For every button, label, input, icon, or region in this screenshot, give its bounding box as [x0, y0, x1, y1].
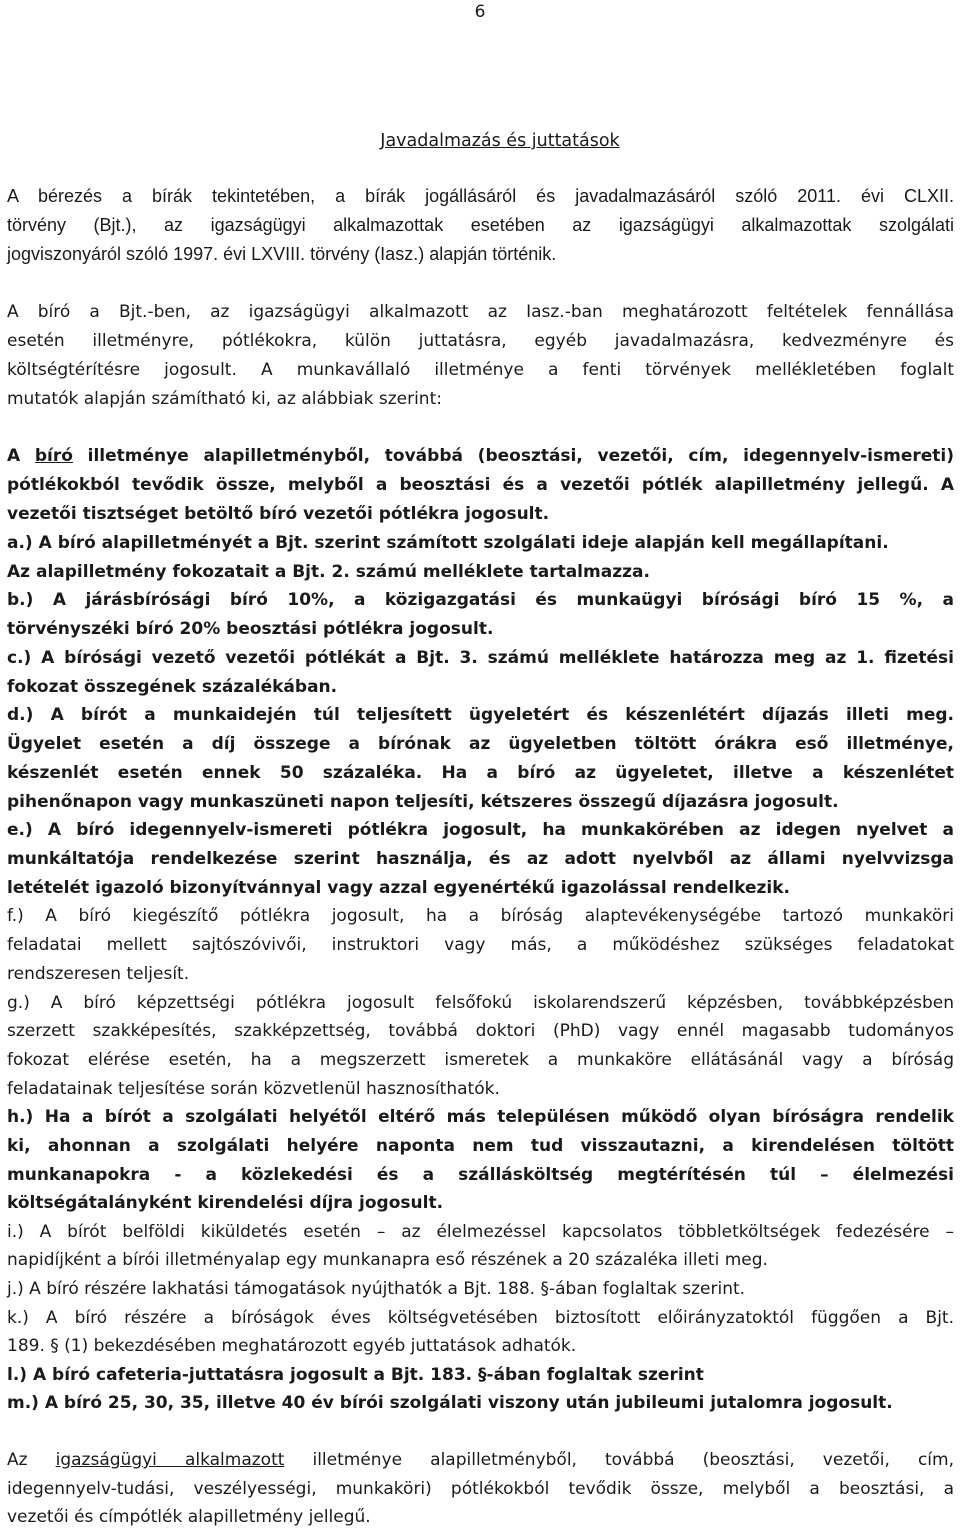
item-h-line: költségátalányként kirendelési díjra jogosult. [7, 1193, 444, 1213]
text-line: mutatók alapján számítható ki, az alábbiak szerint: [7, 389, 442, 409]
text-line: költségtérítésre jogosult. A munkavállaló illetménye a fenti törvények mellékletében foglalt [7, 360, 954, 380]
item-d-line: Ügyelet esetén a díj összege a bírónak az ügyeletben töltött órákra eső illetménye, [7, 734, 954, 754]
item-i-line: napidíjként a bírói illetményalap egy munkanapra eső részének a 20 százaléka illeti meg. [7, 1250, 768, 1270]
employee-term: igazságügyi alkalmazott [55, 1450, 285, 1470]
item-g-line: fokozat elérése esetén, ha a megszerzett ismeretek a munkaköre ellátásánál vagy a bíróság [7, 1050, 954, 1070]
item-f-line: f.) A bíró kiegészítő pótlékra jogosult, ha a bíróság alaptevékenységébe tartozó munkaköri [7, 906, 954, 926]
item-i-line: i.) A bírót belföldi kiküldetés esetén – az élelmezéssel kapcsolatos többletköltségek fedezésére – [7, 1222, 954, 1242]
item-h-line: h.) Ha a bírót a szolgálati helyétől eltérő más településen működő olyan bíróságra rendelik [7, 1107, 954, 1127]
text-span: illetménye alapilletményből, továbbá (beosztási, vezetői, cím, idegennyelv-ismereti) [72, 446, 955, 466]
item-g-line: szerzett szakképesítés, szakképzettség, továbbá doktori (PhD) vagy ennél magasabb tudományos [7, 1021, 954, 1041]
item-d-line: d.) A bírót a munkaidején túl teljesített ügyeletért és készenlétért díjazás illeti meg. [7, 705, 954, 725]
text-line: pótlékokból tevődik össze, melyből a beosztási és a vezetői pótlék alapilletmény jellegű. A [7, 475, 954, 495]
text-span: illetménye alapilletményből, továbbá (beosztási, vezetői, cím, [284, 1450, 954, 1470]
item-c-line: c.) A bírósági vezető vezetői pótlékát a Bjt. 3. számú melléklete határozza meg az 1. fizetési [7, 648, 954, 668]
text-line: A bérezés a bírák tekintetében, a bírák jogállásáról és javadalmazásáról szóló 2011. évi CLXII. [7, 186, 954, 206]
item-b-line: törvényszéki bíró 20% beosztási pótlékra jogosult. [7, 619, 494, 639]
item-e-line: e.) A bíró idegennyelv-ismereti pótlékra jogosult, ha munkakörében az idegen nyelvet a [7, 820, 954, 840]
item-b-line: b.) A járásbírósági bíró 10%, a közigazgatási és munkaügyi bírósági bíró 15 %, a [7, 590, 954, 610]
text-line [7, 1446, 954, 1475]
item-k-line: 189. § (1) bekezdésében meghatározott egyéb juttatások adhatók. [7, 1336, 577, 1356]
item-h-line: munkanapokra - a közlekedési és a szállásköltség megtérítésén túl – élelmezési [7, 1165, 954, 1185]
item-c-line: fokozat összegének százalékában. [7, 677, 338, 697]
page-number: 6 [474, 2, 486, 22]
text-line: törvény (Bjt.), az igazságügyi alkalmazottak esetében az igazságügyi alkalmazottak szolgálati [7, 215, 954, 235]
page-title: Javadalmazás és juttatások [380, 131, 620, 151]
item-m-line: m.) A bíró 25, 30, 35, illetve 40 év bírói szolgálati viszony után jubileumi jutalomra jogosult. [7, 1393, 893, 1413]
text-line: jogviszonyáról szóló 1997. évi LXVIII. törvény (Iasz.) alapján történik. [7, 244, 557, 264]
judge-term: bíró [34, 446, 73, 466]
item-f-line: rendszeresen teljesít. [7, 964, 190, 984]
text-span: A [7, 446, 35, 466]
item-j-line: j.) A bíró részére lakhatási támogatások nyújthatók a Bjt. 188. §-ában foglaltak szerint. [7, 1279, 746, 1299]
item-a-line: Az alapilletmény fokozatait a Bjt. 2. számú melléklete tartalmazza. [7, 562, 650, 582]
text-line: A bíró a Bjt.-ben, az igazságügyi alkalmazott az Iasz.-ban meghatározott feltételek fennállása [7, 302, 954, 322]
item-l-line: l.) A bíró cafeteria-juttatásra jogosult a Bjt. 183. §-ában foglaltak szerint [7, 1365, 704, 1385]
item-e-line: letételét igazoló bizonyítvánnyal vagy azzal egyenértékű igazolással rendelkezik. [7, 878, 791, 898]
text-line: esetén illetményre, pótlékokra, külön juttatásra, egyéb javadalmazásra, kedvezményre és [7, 331, 954, 351]
item-a-line: a.) A bíró alapilletményét a Bjt. szerint számított szolgálati ideje alapján kell megállapítani. [7, 533, 889, 553]
item-g-line: feladatainak teljesítése során közvetlenül hasznosíthatók. [7, 1079, 500, 1099]
item-d-line: készenlét esetén ennek 50 százaléka. Ha a bíró az ügyeletet, illetve a készenlétet [7, 763, 954, 783]
item-d-line: pihenőnapon vagy munkaszüneti napon teljesíti, kétszeres összegű díjazásra jogosult. [7, 792, 839, 812]
item-g-line: g.) A bíró képzettségi pótlékra jogosult felsőfokú iskolarendszerű képzésben, továbbképzésben [7, 993, 954, 1013]
item-f-line: feladatai mellett sajtószóvivői, instruktori vagy más, a működéshez szükséges feladatokat [7, 935, 954, 955]
item-h-line: ki, ahonnan a szolgálati helyére naponta nem tud visszautazni, a kirendelésen töltött [7, 1136, 954, 1156]
text-line [7, 442, 954, 471]
text-span: Az [7, 1450, 56, 1470]
text-line: vezetői tisztséget betöltő bíró vezetői pótlékra jogosult. [7, 504, 550, 524]
text-line: idegennyelv-tudási, veszélyességi, munkaköri) pótlékokból tevődik össze, melyből a beosztási, a [7, 1479, 954, 1499]
text-line: vezetői és címpótlék alapilletmény jellegű. [7, 1507, 371, 1527]
item-e-line: munkáltatója rendelkezése szerint használja, és az adott nyelvből az állami nyelvvizsga [7, 849, 954, 869]
item-k-line: k.) A bíró részére a bíróságok éves költségvetésében biztosított előirányzatoktól függően a Bjt. [7, 1308, 954, 1328]
